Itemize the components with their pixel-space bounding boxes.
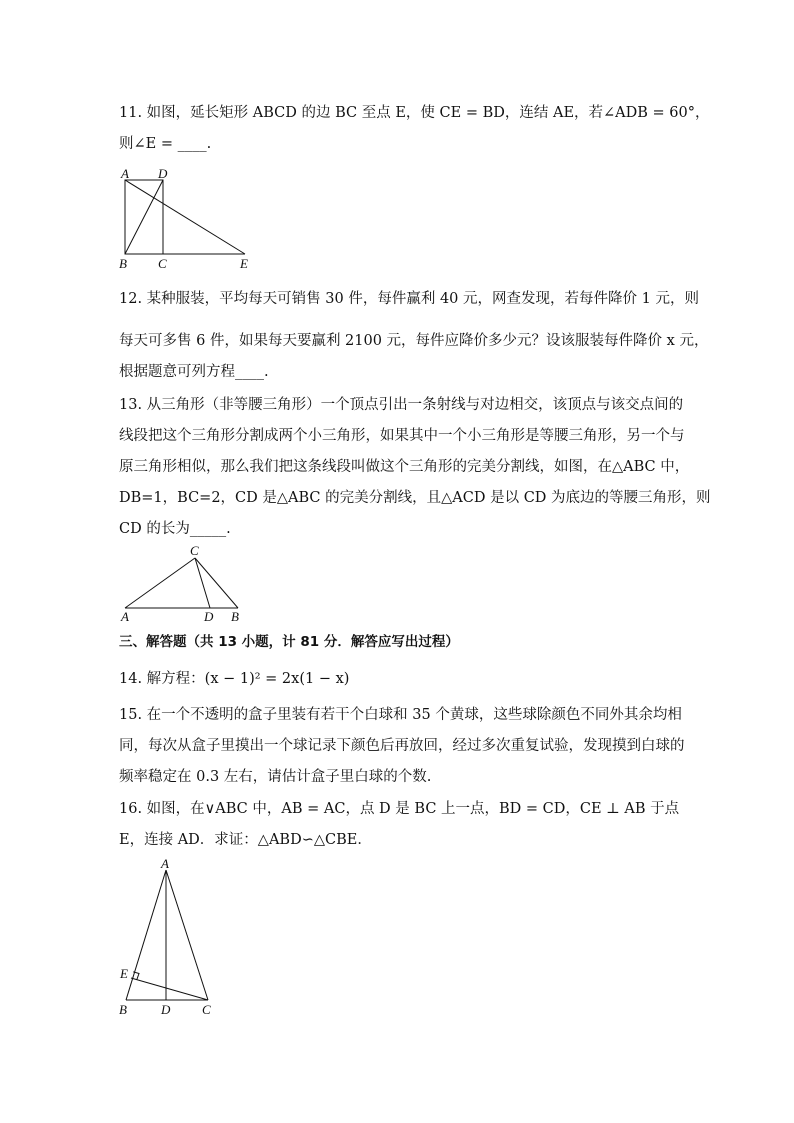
q13-figure-triangle	[115, 540, 255, 625]
label-a: A	[121, 609, 129, 624]
q13-line-4: DB=1，BC=2，CD 是△ABC 的完美分割线，且△ACD 是以 CD 为底边的等腰三角形，则	[119, 490, 711, 506]
segment-ac	[166, 870, 208, 1000]
q16-figure-isosceles	[112, 855, 227, 1020]
label-d: D	[158, 166, 168, 181]
q13-line-3: 原三角形相似，那么我们把这条线段叫做这个三角形的完美分割线，如图，在△ABC 中，	[119, 459, 690, 475]
q11-line-2: 则∠E = ____.	[119, 136, 212, 152]
segment-ab	[126, 870, 166, 1000]
q14-line-1: 14. 解方程：(x − 1)² = 2x(1 − x)	[119, 671, 350, 687]
q11-figure-rectangle	[115, 165, 265, 275]
q16-line-1: 16. 如图，在∨ABC 中，AB = AC，点 D 是 BC 上一点，BD = CD，CE ⊥ AB 于点	[119, 801, 680, 817]
label-d: D	[161, 1002, 171, 1017]
label-e: E	[240, 256, 248, 271]
q15-line-3: 频率稳定在 0.3 左右，请估计盒子里白球的个数.	[119, 769, 432, 785]
segment-cb	[195, 558, 238, 608]
label-d: D	[204, 609, 214, 624]
q13-line-2: 线段把这个三角形分割成两个小三角形，如果其中一个小三角形是等腰三角形，另一个与	[119, 428, 685, 444]
segment-ce	[131, 978, 208, 1000]
section-3-heading: 三、解答题（共 13 小题，计 81 分．解答应写出过程）	[119, 634, 459, 650]
label-c: C	[190, 543, 199, 558]
q16-line-2: E，连接 AD．求证：△ABD∽△CBE．	[119, 832, 372, 848]
label-a: A	[121, 166, 129, 181]
label-a: A	[161, 856, 169, 871]
label-c: C	[202, 1002, 211, 1017]
q12-line-2: 每天可多售 6 件，如果每天要赢利 2100 元，每件应降价多少元？设该服装每件降价 x 元，	[119, 333, 709, 349]
q11-line-1: 11. 如图，延长矩形 ABCD 的边 BC 至点 E，使 CE = BD，连结 AE，若∠ADB = 60°，	[119, 105, 710, 121]
segment-ac	[125, 558, 195, 608]
q13-line-1: 13. 从三角形（非等腰三角形）一个顶点引出一条射线与对边相交，该顶点与该交点间的	[119, 397, 684, 413]
q12-line-1: 12. 某种服装，平均每天可销售 30 件，每件赢利 40 元，网查发现，若每件降价 1 元，则	[119, 291, 699, 307]
q15-line-1: 15. 在一个不透明的盒子里装有若干个白球和 35 个黄球，这些球除颜色不同外其余均相	[119, 707, 682, 723]
label-c: C	[158, 256, 167, 271]
q15-line-2: 同，每次从盒子里摸出一个球记录下颜色后再放回，经过多次重复试验，发现摸到白球的	[119, 738, 685, 754]
label-b: B	[231, 609, 239, 624]
q12-line-3: 根据题意可列方程____.	[119, 364, 269, 380]
diagonal-bd	[125, 180, 163, 254]
label-e: E	[120, 966, 128, 981]
q13-line-5: CD 的长为_____.	[119, 521, 231, 537]
segment-ae	[125, 180, 245, 254]
label-b: B	[119, 1002, 127, 1017]
label-b: B	[119, 256, 127, 271]
segment-cd	[195, 558, 210, 608]
